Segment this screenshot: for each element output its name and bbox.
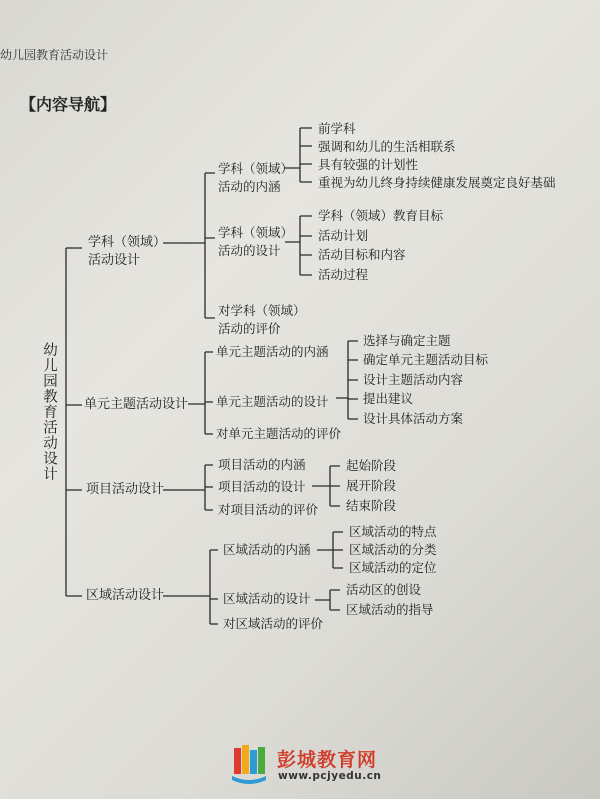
- leaf-item: 展开阶段: [346, 478, 397, 493]
- branch-area-design: 区域活动设计: [86, 588, 165, 603]
- leaf-item: 区域活动的分类: [349, 542, 437, 557]
- footer-logo-url: www.pcjyedu.cn: [278, 770, 382, 782]
- content-navigation-title: 【内容导航】: [20, 95, 117, 114]
- node-subject-connotation: 学科（领域） 活动的内涵: [218, 161, 294, 194]
- branch-subject-activity-design: 学科（领域） 活动设计: [88, 235, 167, 268]
- node-unit-evaluation: 对单元主题活动的评价: [216, 426, 342, 441]
- leaf-item: 起始阶段: [346, 458, 397, 473]
- leaf-item: 设计主题活动内容: [363, 372, 464, 387]
- root-node-label: 幼儿园教育活动设计: [41, 342, 57, 482]
- leaf-item: 选择与确定主题: [363, 333, 451, 348]
- node-subject-design: 学科（领域） 活动的设计: [218, 225, 294, 258]
- node-area-design: 区域活动的设计: [223, 591, 311, 606]
- node-subject-evaluation: 对学科（领域） 活动的评价: [218, 303, 306, 336]
- leaf-item: 活动区的创设: [346, 582, 422, 597]
- leaf-item: 区域活动的定位: [349, 560, 437, 575]
- book-header: 幼儿园教育活动设计: [0, 48, 109, 62]
- leaf-item: 活动过程: [318, 267, 369, 282]
- leaf-item: 结束阶段: [346, 498, 397, 513]
- node-project-evaluation: 对项目活动的评价: [218, 502, 319, 517]
- leaf-item: 确定单元主题活动目标: [363, 352, 489, 367]
- leaf-item: 强调和幼儿的生活相联系: [318, 139, 456, 154]
- node-area-connotation: 区域活动的内涵: [223, 542, 311, 557]
- leaf-item: 区域活动的指导: [346, 602, 434, 617]
- leaf-item: 活动目标和内容: [318, 247, 406, 262]
- leaf-item: 前学科: [318, 121, 356, 136]
- leaf-item: 设计具体活动方案: [363, 411, 464, 426]
- node-project-connotation: 项目活动的内涵: [218, 457, 306, 472]
- footer-logo-name: 彭城教育网: [277, 749, 378, 771]
- leaf-item: 区域活动的特点: [349, 524, 437, 539]
- leaf-item: 提出建议: [363, 391, 414, 406]
- branch-project-design: 项目活动设计: [86, 482, 165, 497]
- leaf-item: 学科（领域）教育目标: [318, 208, 444, 223]
- leaf-item: 重视为幼儿终身持续健康发展奠定良好基础: [318, 175, 556, 190]
- leaf-item: 活动计划: [318, 228, 369, 243]
- node-unit-design: 单元主题活动的设计: [216, 394, 329, 409]
- node-area-evaluation: 对区域活动的评价: [223, 616, 324, 631]
- node-unit-connotation: 单元主题活动的内涵: [216, 344, 329, 359]
- node-project-design: 项目活动的设计: [218, 479, 306, 494]
- leaf-item: 具有较强的计划性: [318, 157, 419, 172]
- branch-unit-theme-design: 单元主题活动设计: [84, 397, 189, 412]
